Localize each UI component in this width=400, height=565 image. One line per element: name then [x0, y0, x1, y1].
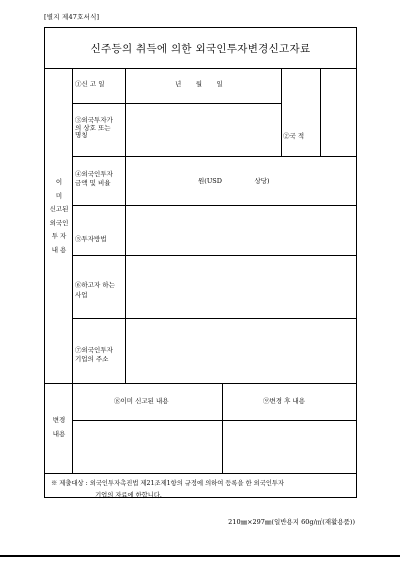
previous-content-header: ⑧이미 신고된 내용 — [114, 397, 169, 405]
bottom-divider — [0, 555, 400, 557]
nationality-label: ②국 적 — [283, 132, 305, 140]
form-title: 신주등의 취득에 의한 외국인투자변경신고자료 — [45, 28, 356, 69]
change-content-label: 변경 내용 — [52, 416, 66, 438]
report-date-value[interactable]: 년 월 일 — [175, 80, 224, 88]
report-form — [44, 27, 357, 498]
reported-content-label: 이 미 신고된 외국인 투 자 내 용 — [49, 178, 69, 254]
paper-spec: 210㎜×297㎜(일반용지 60g/㎡(재활용품)) — [228, 518, 355, 526]
submission-note: ※ 제출대상 : 외국인투자촉진법 제21조제1항의 규정에 의하여 등록을 한 외국인투자 기업의 자료에 한합니다. — [51, 480, 285, 499]
report-date-label: ①신 고 일 — [75, 80, 105, 88]
investor-name-label: ③외국투자가 의 상호 또는 명칭 — [75, 116, 113, 139]
investment-amount-label: ④외국인투자 금액 및 비율 — [75, 170, 113, 187]
investment-amount-unit[interactable]: 원(USD 상당) — [198, 177, 270, 185]
form-number: [별지 제47호서식] — [44, 13, 100, 21]
business-label: ⑥하고자 하는 사업 — [75, 281, 115, 299]
after-change-header: ⑨변경 후 내용 — [263, 397, 306, 405]
company-address-label: ⑦외국인투자 기업의 주소 — [75, 346, 113, 363]
investment-method-label: ⑤투자방법 — [75, 235, 107, 243]
